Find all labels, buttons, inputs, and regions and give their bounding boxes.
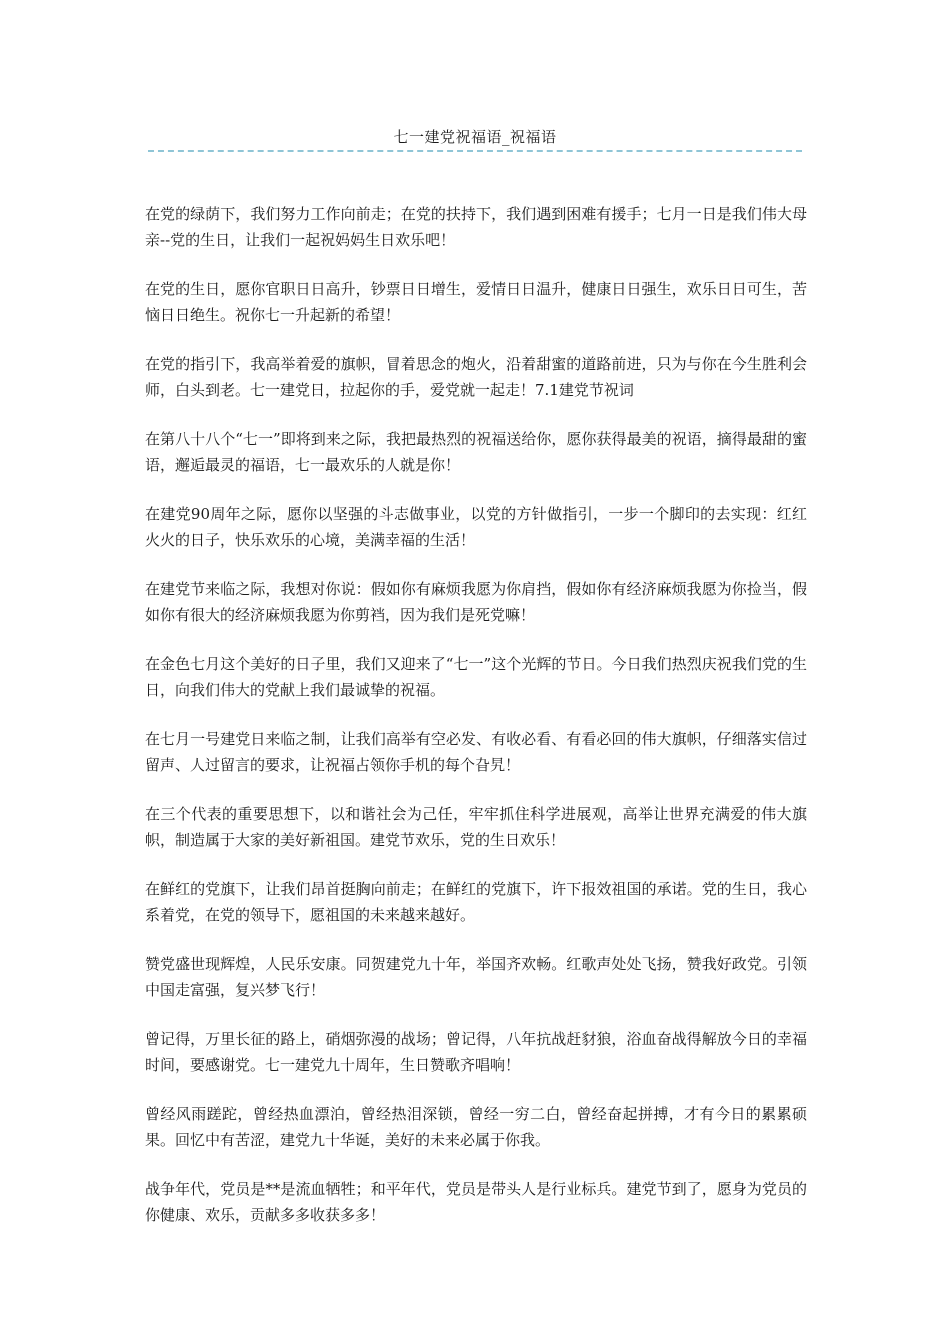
paragraph: 曾记得，万里长征的路上，硝烟弥漫的战场；曾记得，八年抗战赶豺狼，浴血奋战得解放今日的幸福时间，要感谢党。七一建党九十周年，生日赞歌齐唱响！: [145, 1030, 807, 1074]
paragraph: 在党的绿荫下，我们努力工作向前走；在党的扶持下，我们遇到困难有援手；七月一日是我们伟大母亲--党的生日，让我们一起祝妈妈生日欢乐吧！: [145, 205, 807, 249]
paragraph: 战争年代，党员是**是流血牺牲；和平年代，党员是带头人是行业标兵。建党节到了，愿身为党员的你健康、欢乐，贡献多多收获多多！: [145, 1180, 807, 1224]
document-body: [145, 201, 807, 1251]
paragraph: 在第八十八个“七一”即将到来之际，我把最热烈的祝福送给你，愿你获得最美的祝语，摘得最甜的蜜语，邂逅最灵的福语，七一最欢乐的人就是你！: [145, 430, 807, 474]
paragraph: 在金色七月这个美好的日子里，我们又迎来了“七一”这个光辉的节日。今日我们热烈庆祝我们党的生日，向我们伟大的党献上我们最诚挚的祝福。: [145, 655, 807, 699]
paragraph: 赞党盛世现辉煌，人民乐安康。同贺建党九十年，举国齐欢畅。红歌声处处飞扬，赞我好政党。引领中国走富强，复兴梦飞行！: [145, 955, 807, 999]
paragraph: 在建党节来临之际，我想对你说：假如你有麻烦我愿为你肩挡，假如你有经济麻烦我愿为你捡当，假如你有很大的经济麻烦我愿为你剪裆，因为我们是死党嘛！: [145, 580, 807, 624]
paragraph: 在三个代表的重要思想下，以和谐社会为己任，牢牢抓住科学进展观，高举让世界充满爱的伟大旗帜，制造属于大家的美好新祖国。建党节欢乐，党的生日欢乐！: [145, 805, 807, 849]
paragraph: 在党的指引下，我高举着爱的旗帜，冒着思念的炮火，沿着甜蜜的道路前进，只为与你在今生胜利会师，白头到老。七一建党日，拉起你的手，爱党就一起走！7.1建党节祝词: [145, 355, 807, 399]
paragraph: 在七月一号建党日来临之制，让我们高举有空必发、有收必看、有看必回的伟大旗帜，仔细落实信过留声、人过留言的要求，让祝福占领你手机的每个旮旯！: [145, 730, 807, 774]
paragraph: 在鲜红的党旗下，让我们昂首挺胸向前走；在鲜红的党旗下，许下报效祖国的承诺。党的生日，我心系着党，在党的领导下，愿祖国的未来越来越好。: [145, 880, 807, 924]
paragraph: 在建党90周年之际，愿你以坚强的斗志做事业，以党的方针做指引，一步一个脚印的去实现：红红火火的日子，快乐欢乐的心境，美满幸福的生活！: [145, 505, 807, 549]
paragraph: 在党的生日，愿你官职日日高升，钞票日日增生，爱情日日温升，健康日日强生，欢乐日日可生，苦恼日日绝生。祝你七一升起新的希望！: [145, 280, 807, 324]
title-divider: [148, 150, 802, 152]
paragraph: 曾经风雨蹉跎，曾经热血漂泊，曾经热泪深锁，曾经一穷二白，曾经奋起拼搏，才有今日的累累硕果。回忆中有苦涩，建党九十华诞，美好的未来必属于你我。: [145, 1105, 807, 1149]
document-title: 七一建党祝福语_祝福语: [393, 128, 557, 146]
